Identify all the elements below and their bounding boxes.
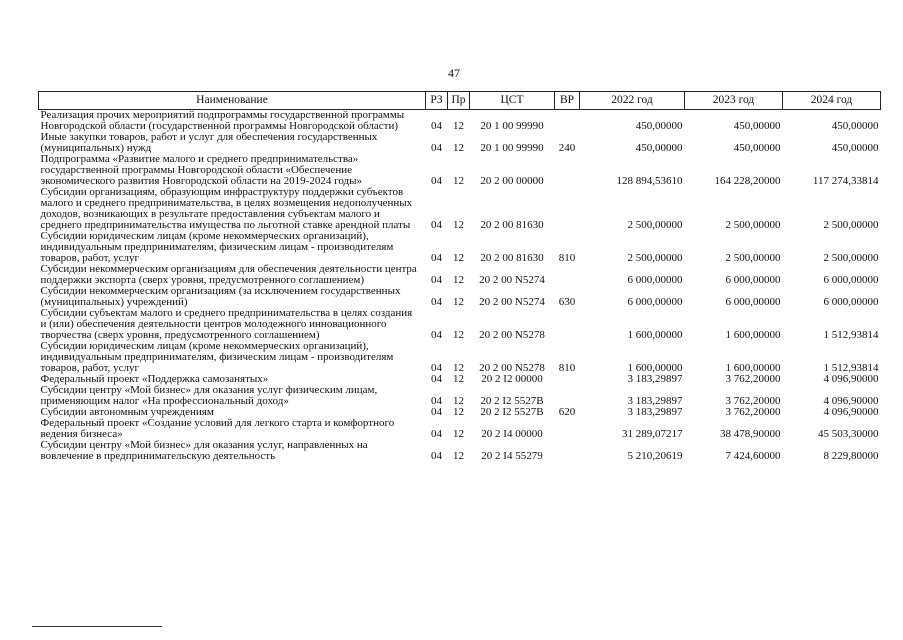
row-amount-2024: 45 503,30000 [818,428,879,440]
footnote-divider [32,626,162,627]
row-vr [555,187,580,231]
row-pr: 12 [453,329,464,341]
row-name: Субсидии автономным учреждениям [40,406,214,418]
page-number: 47 [448,66,460,80]
row-name: Подпрограмма «Развитие малого и среднего предпринимательства» государственной программы Новгородской области «Обеспечение экономического развития Новгородской области на 2019-2024 годы» [40,153,363,187]
row-amount-2022: 5 210,20619 [627,450,683,462]
row-amount-2023: 3 762,20000 [725,406,781,418]
table-row [39,110,881,133]
row-vr [555,110,580,133]
table-row [39,418,881,440]
row-rz: 04 [431,450,442,462]
row-pr: 12 [453,406,464,418]
row-vr [555,308,580,341]
row-amount-2022: 2 500,00000 [627,252,683,264]
header-2023: 2023 год [685,92,783,110]
row-amount-2024: 450,00000 [831,142,879,154]
row-amount-2023: 6 000,00000 [725,274,781,286]
row-cst: 20 2 00 00000 [480,175,544,187]
row-cst: 20 1 00 99990 [480,142,544,154]
row-amount-2022: 31 289,07217 [622,428,683,440]
row-amount-2024: 450,00000 [831,120,879,132]
row-rz: 04 [431,373,442,385]
table-body [39,110,881,463]
row-rz: 04 [431,252,442,264]
row-name: Субсидии юридическим лицам (кроме некоммерческих организаций), индивидуальным предпринимателям, физическим лицам - производителям товаров, работ, услуг [40,230,394,264]
row-cst: 20 2 I4 00000 [481,428,543,440]
row-amount-2022: 1 600,00000 [627,362,683,374]
row-name: Иные закупки товаров, работ и услуг для обеспечения государственных (муниципальных) нужд [40,131,378,154]
row-rz: 04 [431,175,442,187]
budget-table [38,91,881,462]
table-row [39,286,881,308]
row-amount-2024: 2 500,00000 [823,252,879,264]
row-amount-2024: 4 096,90000 [823,406,879,418]
row-rz: 04 [431,142,442,154]
row-name: Субсидии некоммерческим организациям для обеспечения деятельности центра поддержки экспорта (сверх уровня, предусмотренного соглашением) [40,263,417,286]
table-row [39,187,881,231]
row-amount-2024: 4 096,90000 [823,373,879,385]
row-amount-2024: 2 500,00000 [823,219,879,231]
header-2022: 2022 год [580,92,685,110]
row-pr: 12 [453,219,464,231]
row-amount-2023: 1 600,00000 [725,329,781,341]
row-vr [555,440,580,462]
row-pr: 12 [453,296,464,308]
table-row [39,231,881,264]
row-name: Субсидии субъектам малого и среднего предпринимательства в целях создания и (или) обеспечения деятельности центров молодежного инновационного творчества (сверх уровня, предусмотренного соглашением) [40,307,413,341]
row-amount-2023: 2 500,00000 [725,252,781,264]
row-pr: 12 [453,142,464,154]
table-row [39,341,881,374]
row-amount-2023: 164 228,20000 [714,175,781,187]
row-name: Субсидии центру «Мой бизнес» для оказания услуг, направленных на вовлечение в предпринимательскую деятельность [40,439,368,462]
row-amount-2023: 7 424,60000 [725,450,781,462]
row-amount-2024: 117 274,33814 [812,175,879,187]
row-amount-2023: 450,00000 [733,120,781,132]
row-pr: 12 [453,362,464,374]
row-cst: 20 2 00 81630 [480,252,544,264]
row-vr [555,154,580,187]
row-vr: 810 [558,252,576,264]
row-amount-2022: 450,00000 [635,120,683,132]
table-row [39,154,881,187]
row-cst: 20 2 I2 00000 [481,373,543,385]
row-rz: 04 [431,274,442,286]
row-vr [555,418,580,440]
row-amount-2022: 3 183,29897 [627,373,683,385]
row-amount-2023: 3 762,20000 [725,373,781,385]
row-vr [555,385,580,407]
row-cst: 20 2 00 N5278 [479,362,545,374]
row-cst: 20 2 00 N5274 [479,296,545,308]
row-rz: 04 [431,329,442,341]
row-cst: 20 2 I4 55279 [481,450,543,462]
row-vr: 240 [558,142,576,154]
row-amount-2022: 450,00000 [635,142,683,154]
row-amount-2022: 2 500,00000 [627,219,683,231]
table-row [39,132,881,154]
row-name: Федеральный проект «Поддержка самозанятых» [40,373,269,385]
row-cst: 20 2 I2 5527B [480,406,544,418]
header-vr: ВР [555,92,580,110]
table-row [39,308,881,341]
row-amount-2022: 6 000,00000 [627,296,683,308]
row-amount-2024: 1 512,93814 [823,362,879,374]
row-amount-2022: 1 600,00000 [627,329,683,341]
row-amount-2022: 6 000,00000 [627,274,683,286]
row-amount-2024: 6 000,00000 [823,296,879,308]
row-pr: 12 [453,252,464,264]
row-amount-2022: 3 183,29897 [627,395,683,407]
row-rz: 04 [431,362,442,374]
row-pr: 12 [453,428,464,440]
row-amount-2022: 128 894,53610 [616,175,683,187]
header-cst: ЦСТ [470,92,555,110]
row-rz: 04 [431,395,442,407]
row-vr [555,374,580,385]
row-cst: 20 1 00 99990 [480,120,544,132]
row-name: Субсидии некоммерческим организациям (за исключением государственных (муниципальных) учреждений) [40,285,401,308]
row-rz: 04 [431,428,442,440]
header-rz: РЗ [426,92,448,110]
row-amount-2024: 1 512,93814 [823,329,879,341]
table-row [39,440,881,462]
row-amount-2023: 3 762,20000 [725,395,781,407]
row-amount-2024: 4 096,90000 [823,395,879,407]
row-pr: 12 [453,120,464,132]
table-header-row [39,92,881,110]
row-rz: 04 [431,406,442,418]
row-pr: 12 [453,395,464,407]
row-cst: 20 2 00 N5274 [479,274,545,286]
row-amount-2023: 1 600,00000 [725,362,781,374]
row-name: Федеральный проект «Создание условий для легкого старта и комфортного ведения бизнеса» [40,417,395,440]
row-amount-2023: 6 000,00000 [725,296,781,308]
row-amount-2024: 6 000,00000 [823,274,879,286]
row-rz: 04 [431,219,442,231]
row-cst: 20 2 I2 5527B [480,395,544,407]
row-amount-2023: 2 500,00000 [725,219,781,231]
row-amount-2022: 3 183,29897 [627,406,683,418]
header-2024: 2024 год [783,92,881,110]
row-pr: 12 [453,373,464,385]
row-name: Субсидии центру «Мой бизнес» для оказания услуг физическим лицам, применяющим налог «На профессиональный доход» [40,384,378,407]
row-amount-2024: 8 229,80000 [823,450,879,462]
row-name: Субсидии организациям, образующим инфраструктуру поддержки субъектов малого и среднего предпринимательства, в целях возмещения недополученных доходов, возникающих в результате предоставления субъектам малого и среднего предпринимательства имущества по льготной ставке арендной платы [40,186,413,231]
row-rz: 04 [431,296,442,308]
row-amount-2023: 38 478,90000 [720,428,781,440]
row-cst: 20 2 00 81630 [480,219,544,231]
row-name: Субсидии юридическим лицам (кроме некоммерческих организаций), индивидуальным предпринимателям, физическим лицам - производителям товаров, работ, услуг [40,340,394,374]
row-rz: 04 [431,120,442,132]
header-pr: Пр [448,92,470,110]
table-row [39,264,881,286]
row-vr: 630 [558,296,576,308]
row-name: Реализация прочих мероприятий подпрограммы государственной программы Новгородской области (государственной программы Новгородской области) [40,109,405,132]
row-vr: 810 [558,362,576,374]
row-pr: 12 [453,274,464,286]
row-cst: 20 2 00 N5278 [479,329,545,341]
row-amount-2023: 450,00000 [733,142,781,154]
header-name: Наименование [39,92,426,110]
row-vr: 620 [558,406,576,418]
table-row [39,385,881,407]
row-pr: 12 [453,450,464,462]
row-pr: 12 [453,175,464,187]
row-vr [555,264,580,286]
